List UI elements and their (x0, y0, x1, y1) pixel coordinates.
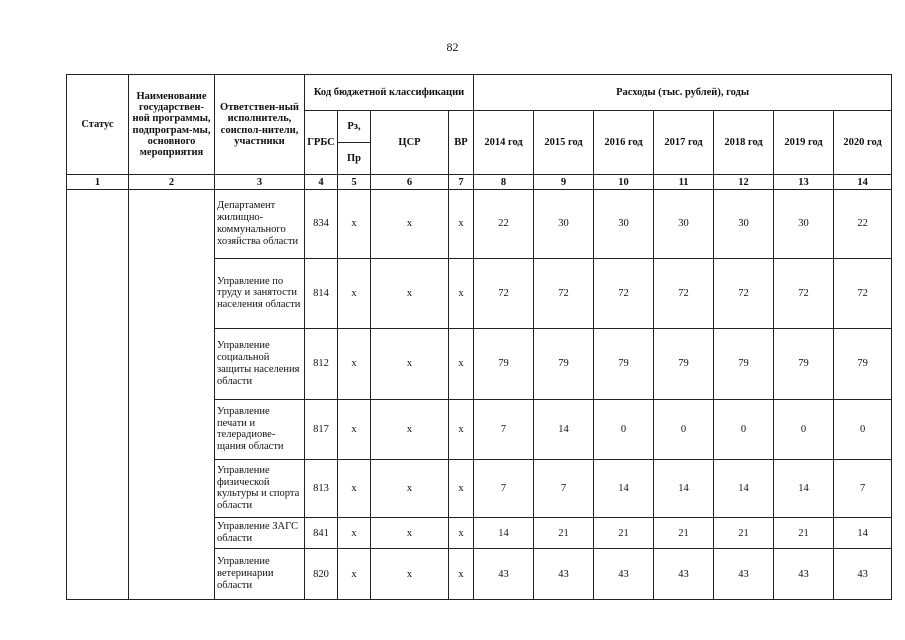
executor-cell: Управление социальной защиты населения области (215, 329, 305, 400)
rzpr-cell: х (338, 517, 371, 548)
vr-cell: х (449, 329, 474, 400)
column-number: 10 (594, 175, 654, 190)
rzpr-cell: х (338, 190, 371, 259)
expense-value: 43 (834, 549, 892, 600)
executor-cell: Управление ЗАГС области (215, 517, 305, 548)
vr-cell: х (449, 517, 474, 548)
expense-value: 0 (594, 399, 654, 459)
executor-cell: Управление ветеринарии области (215, 549, 305, 600)
expense-value: 14 (594, 459, 654, 517)
expense-value: 79 (594, 329, 654, 400)
expense-value: 14 (654, 459, 714, 517)
expense-value: 0 (774, 399, 834, 459)
expense-value: 7 (834, 459, 892, 517)
header-csr: ЦСР (371, 111, 449, 175)
expense-value: 30 (774, 190, 834, 259)
rzpr-cell: х (338, 329, 371, 400)
header-grbs: ГРБС (305, 111, 338, 175)
column-number: 1 (67, 175, 129, 190)
header-rz: Рз, (338, 111, 371, 143)
header-year: 2017 год (654, 111, 714, 175)
header-vr: ВР (449, 111, 474, 175)
expense-value: 72 (774, 258, 834, 329)
expense-value: 14 (474, 517, 534, 548)
header-pr: Пр (338, 143, 371, 175)
column-number: 7 (449, 175, 474, 190)
header-year: 2018 год (714, 111, 774, 175)
column-number: 12 (714, 175, 774, 190)
grbs-cell: 812 (305, 329, 338, 400)
grbs-cell: 834 (305, 190, 338, 259)
vr-cell: х (449, 190, 474, 259)
expense-value: 22 (834, 190, 892, 259)
expense-value: 30 (594, 190, 654, 259)
grbs-cell: 814 (305, 258, 338, 329)
expense-value: 21 (534, 517, 594, 548)
expense-value: 7 (474, 459, 534, 517)
expense-value: 0 (714, 399, 774, 459)
column-number: 13 (774, 175, 834, 190)
csr-cell: х (371, 399, 449, 459)
column-number: 2 (129, 175, 215, 190)
expense-value: 43 (534, 549, 594, 600)
column-number: 4 (305, 175, 338, 190)
column-number: 5 (338, 175, 371, 190)
grbs-cell: 813 (305, 459, 338, 517)
expense-value: 43 (774, 549, 834, 600)
expense-value: 14 (714, 459, 774, 517)
rzpr-cell: х (338, 258, 371, 329)
rzpr-cell: х (338, 459, 371, 517)
rzpr-cell: х (338, 549, 371, 600)
header-budget-code: Код бюджетной классификации (305, 75, 474, 111)
expense-value: 22 (474, 190, 534, 259)
expense-value: 0 (654, 399, 714, 459)
expense-value: 79 (474, 329, 534, 400)
program-cell (129, 190, 215, 600)
expense-value: 21 (594, 517, 654, 548)
expense-value: 79 (834, 329, 892, 400)
vr-cell: х (449, 549, 474, 600)
expense-value: 43 (714, 549, 774, 600)
expense-value: 14 (774, 459, 834, 517)
expense-value: 14 (834, 517, 892, 548)
column-number: 3 (215, 175, 305, 190)
expense-value: 79 (654, 329, 714, 400)
header-expenses: Расходы (тыс. рублей), годы (474, 75, 892, 111)
expense-value: 30 (654, 190, 714, 259)
header-year: 2016 год (594, 111, 654, 175)
csr-cell: х (371, 190, 449, 259)
expense-value: 72 (594, 258, 654, 329)
csr-cell: х (371, 517, 449, 548)
table-row (67, 190, 892, 259)
column-number: 11 (654, 175, 714, 190)
header-year: 2015 год (534, 111, 594, 175)
expense-value: 72 (474, 258, 534, 329)
expense-value: 43 (474, 549, 534, 600)
header-year: 2019 год (774, 111, 834, 175)
column-number: 8 (474, 175, 534, 190)
expense-value: 79 (774, 329, 834, 400)
expense-value: 43 (594, 549, 654, 600)
grbs-cell: 820 (305, 549, 338, 600)
header-status: Статус (67, 75, 129, 175)
status-cell (67, 190, 129, 600)
budget-table (66, 74, 892, 600)
executor-cell: Управление по труду и занятости населения области (215, 258, 305, 329)
page-number: 82 (446, 40, 459, 54)
expense-value: 30 (714, 190, 774, 259)
csr-cell: х (371, 459, 449, 517)
executor-cell: Департамент жилищно-коммунального хозяйства области (215, 190, 305, 259)
grbs-cell: 841 (305, 517, 338, 548)
csr-cell: х (371, 549, 449, 600)
column-number: 9 (534, 175, 594, 190)
expense-value: 14 (534, 399, 594, 459)
expense-value: 72 (834, 258, 892, 329)
expense-value: 21 (714, 517, 774, 548)
executor-cell: Управление печати и телерадиове-щания области (215, 399, 305, 459)
csr-cell: х (371, 329, 449, 400)
expense-value: 7 (474, 399, 534, 459)
vr-cell: х (449, 258, 474, 329)
column-number: 14 (834, 175, 892, 190)
header-program: Наименование государствен-ной программы, подпрограм-мы, основного мероприятия (129, 75, 215, 175)
expense-value: 72 (714, 258, 774, 329)
expense-value: 7 (534, 459, 594, 517)
grbs-cell: 817 (305, 399, 338, 459)
column-number: 6 (371, 175, 449, 190)
expense-value: 0 (834, 399, 892, 459)
header-year: 2014 год (474, 111, 534, 175)
expense-value: 43 (654, 549, 714, 600)
expense-value: 79 (714, 329, 774, 400)
expense-value: 79 (534, 329, 594, 400)
header-year: 2020 год (834, 111, 892, 175)
expense-value: 72 (654, 258, 714, 329)
expense-value: 21 (774, 517, 834, 548)
rzpr-cell: х (338, 399, 371, 459)
expense-value: 72 (534, 258, 594, 329)
vr-cell: х (449, 399, 474, 459)
executor-cell: Управление физической культуры и спорта области (215, 459, 305, 517)
expense-value: 21 (654, 517, 714, 548)
expense-value: 30 (534, 190, 594, 259)
csr-cell: х (371, 258, 449, 329)
vr-cell: х (449, 459, 474, 517)
header-executor: Ответствен-ный исполнитель, соиспол-нители, участники (215, 75, 305, 175)
